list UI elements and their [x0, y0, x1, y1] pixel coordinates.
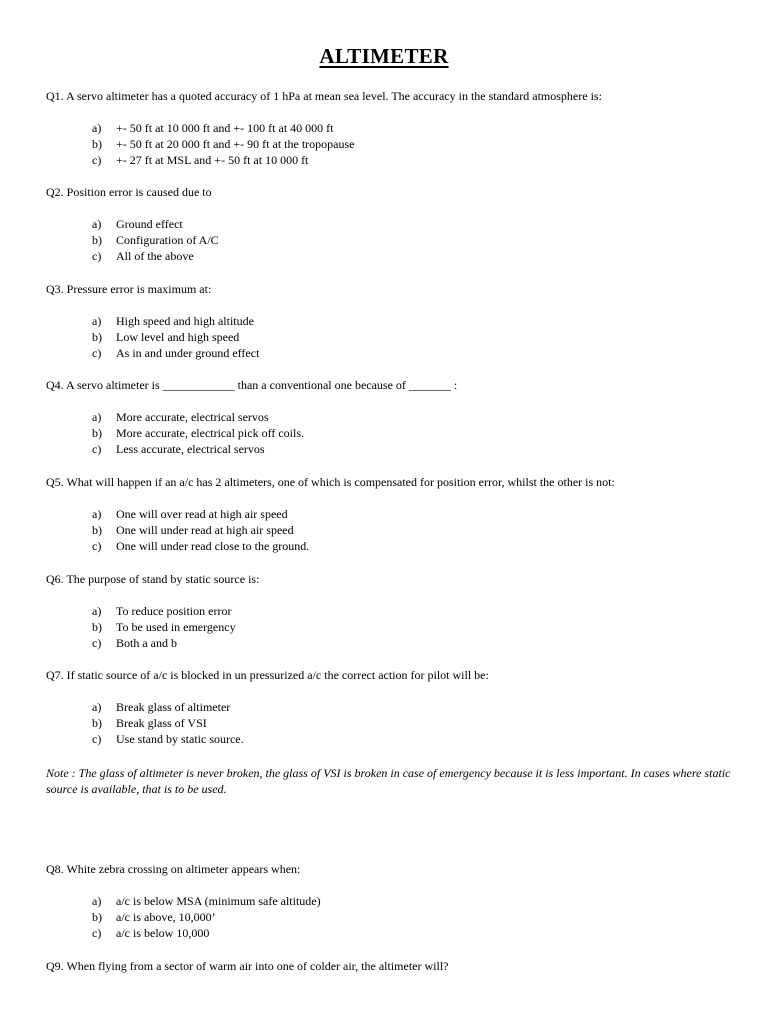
option-letter: b) [92, 233, 102, 248]
question-2: Q2. Position error is caused due to [46, 185, 212, 199]
option-q6-b [92, 619, 236, 635]
options-q8 [92, 893, 321, 942]
options-q6 [92, 603, 236, 652]
option-text: To reduce position error [116, 604, 232, 618]
question-9: Q9. When flying from a sector of warm air into one of colder air, the altimeter will? [46, 959, 449, 973]
option-text: High speed and high altitude [116, 314, 254, 328]
option-letter: b) [92, 716, 102, 731]
option-q2-a [92, 216, 219, 232]
option-text: More accurate, electrical servos [116, 410, 269, 424]
option-q2-b [92, 232, 219, 248]
options-q7 [92, 699, 244, 748]
options-q4 [92, 409, 304, 458]
option-letter: b) [92, 330, 102, 345]
option-text: All of the above [116, 249, 194, 264]
option-text: a/c is below 10,000 [116, 926, 210, 941]
option-letter: a) [92, 507, 102, 521]
question-4: Q4. A servo altimeter is ____________ than a conventional one because of _______ : [46, 378, 458, 392]
option-q7-a [92, 699, 244, 715]
option-text: +- 50 ft at 20 000 ft and +- 90 ft at the tropopause [116, 137, 355, 152]
option-text: a/c is below MSA (minimum safe altitude) [116, 894, 321, 908]
option-letter: c) [92, 249, 102, 264]
option-letter: c) [92, 732, 102, 747]
option-q8-b [92, 909, 321, 925]
option-q3-b [92, 329, 259, 345]
option-letter: a) [92, 314, 102, 328]
option-text: As in and under ground effect [116, 346, 260, 361]
options-q1 [92, 120, 354, 169]
option-q6-c [92, 635, 236, 651]
option-q7-b [92, 715, 244, 731]
option-letter: a) [92, 121, 102, 135]
note-paragraph: Note : The glass of altimeter is never broken, the glass of VSI is broken in case of emergency because it is less important. In cases where static source is available, that is to be used. [46, 766, 731, 796]
option-text: To be used in emergency [116, 620, 236, 635]
page-title: ALTIMETER [319, 44, 449, 68]
option-letter: a) [92, 410, 102, 424]
option-text: +- 50 ft at 10 000 ft and +- 100 ft at 40 000 ft [116, 121, 334, 135]
option-letter: b) [92, 910, 102, 925]
question-8: Q8. White zebra crossing on altimeter appears when: [46, 862, 301, 876]
option-q5-b [92, 522, 309, 538]
option-letter: c) [92, 442, 102, 457]
option-q1-b [92, 136, 354, 152]
question-6: Q6. The purpose of stand by static source is: [46, 572, 260, 586]
option-q3-c [92, 345, 259, 361]
option-text: One will under read close to the ground. [116, 539, 310, 554]
question-5: Q5. What will happen if an a/c has 2 altimeters, one of which is compensated for position error, whilst the other is not: [46, 475, 615, 489]
option-q1-c [92, 152, 354, 168]
option-letter: c) [92, 926, 102, 941]
option-letter: a) [92, 894, 102, 908]
option-q1-a [92, 120, 354, 136]
option-q4-a [92, 409, 304, 425]
option-q5-c [92, 538, 309, 554]
option-text: Configuration of A/C [116, 233, 219, 248]
option-text: Ground effect [116, 217, 183, 231]
option-letter: b) [92, 620, 102, 635]
option-q8-a [92, 893, 321, 909]
option-text: More accurate, electrical pick off coils. [116, 426, 305, 441]
question-1: Q1. A servo altimeter has a quoted accuracy of 1 hPa at mean sea level. The accuracy in the standard atmosphere is: [46, 89, 602, 103]
option-text: a/c is above, 10,000’ [116, 910, 216, 925]
option-letter: a) [92, 700, 102, 714]
question-7: Q7. If static source of a/c is blocked in un pressurized a/c the correct action for pilot will be: [46, 668, 489, 682]
option-text: Break glass of altimeter [116, 700, 231, 714]
option-text: Low level and high speed [116, 330, 240, 345]
option-q3-a [92, 313, 259, 329]
option-text: Break glass of VSI [116, 716, 207, 731]
option-q8-c [92, 925, 321, 941]
option-letter: a) [92, 217, 102, 231]
options-q2 [92, 216, 219, 265]
option-text: Both a and b [116, 636, 177, 651]
options-q5 [92, 506, 309, 555]
option-text: One will over read at high air speed [116, 507, 288, 521]
option-q5-a [92, 506, 309, 522]
option-letter: c) [92, 636, 102, 651]
question-3: Q3. Pressure error is maximum at: [46, 282, 212, 296]
option-text: +- 27 ft at MSL and +- 50 ft at 10 000 ft [116, 153, 309, 168]
option-letter: c) [92, 153, 102, 168]
option-letter: b) [92, 426, 102, 441]
option-text: Use stand by static source. [116, 732, 244, 747]
option-q7-c [92, 731, 244, 747]
option-letter: b) [92, 137, 102, 152]
option-text: Less accurate, electrical servos [116, 442, 265, 457]
option-text: One will under read at high air speed [116, 523, 294, 538]
option-letter: a) [92, 604, 102, 618]
option-q4-b [92, 425, 304, 441]
option-letter: b) [92, 523, 102, 538]
option-q4-c [92, 441, 304, 457]
option-letter: c) [92, 346, 102, 361]
option-q2-c [92, 248, 219, 264]
option-letter: c) [92, 539, 102, 554]
options-q3 [92, 313, 259, 362]
option-q6-a [92, 603, 236, 619]
